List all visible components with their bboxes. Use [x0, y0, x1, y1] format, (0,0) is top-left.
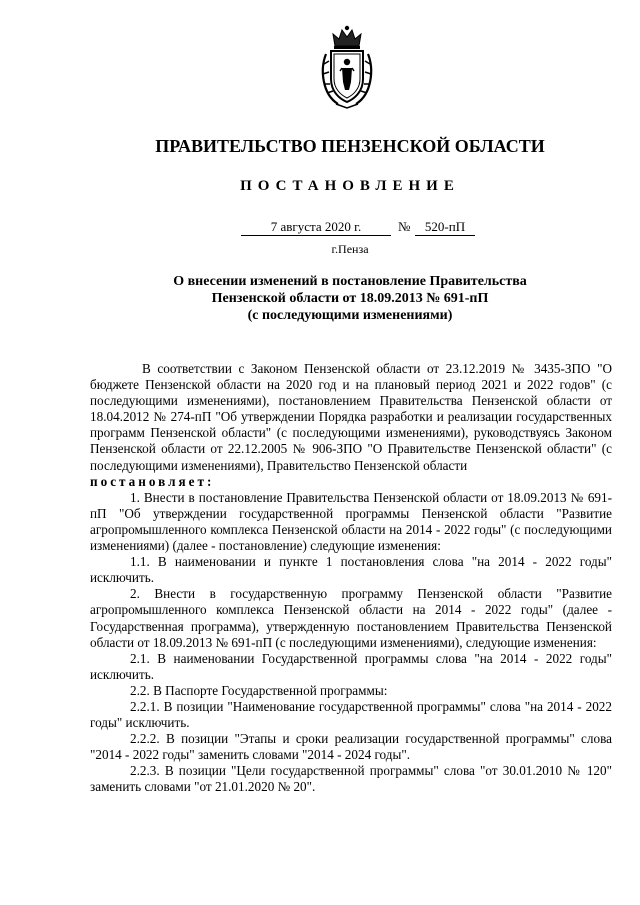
- paragraph-2-2: 2.2. В Паспорте Государственной программы:: [130, 682, 388, 698]
- heading-line: Пензенской области от 18.09.2013 № 691-пП: [211, 291, 489, 306]
- paragraph-2-2-1: 2.2.1. В позиции "Наименование государственной программы" слова "на 2014 - 2022 годы" исключить.: [90, 698, 612, 731]
- preamble-paragraph: В соответствии с Законом Пензенской области от 23.12.2019 № 3435-ЗПО "О бюджете Пензенской области на 2020 год и на плановый период 2021 и 2022 годов" (с последующими изменениями), постановлением Правительства Пензенской области от 18.04.2012 № 274-пП "Об утверждении Порядка разработки и реализации государственных программ Пензенской области" (с последующими изменениями), руководствуясь Законом Пензенской области от 22.12.2005 № 906-ЗПО "О Правительстве Пензенской области" (с последующими изменениями), Правительство Пензенской области: [90, 361, 612, 473]
- number-sign: №: [398, 219, 411, 234]
- paragraph-2: 2. Внести в государственную программу Пензенской области "Развитие агропромышленного комплекса Пензенской области на 2014 - 2022 годы" (далее - Государственная программа), утвержденную постановлением Правительства Пензенской области от 18.09.2013 № 691-пП (с последующими изменениями), следующие изменения:: [90, 586, 612, 650]
- paragraph-2-2-3: 2.2.3. В позиции "Цели государственной программы" слова "от 30.01.2010 № 120" заменить словами "от 21.01.2020 № 20".: [90, 763, 612, 795]
- heading-line: О внесении изменений в постановление Правительства: [173, 274, 527, 289]
- paragraph-1: 1. Внести в постановление Правительства Пензенской области от 18.09.2013 № 691-пП "Об утверждении государственной программы Пензенской области "Развитие агропромышленного комплекса Пензенской области на 2014 - 2022 годы" (с последующими изменениями) (далее - постановление) следующие изменения:: [90, 489, 612, 554]
- heading-line: (с последующими изменениями): [247, 308, 453, 323]
- document-heading: [0, 273, 640, 324]
- paragraph-2-1: 2.1. В наименовании Государственной программы слова "на 2014 - 2022 годы" исключить.: [90, 650, 612, 682]
- document-city: г.Пенза: [331, 242, 369, 256]
- organization-title: ПРАВИТЕЛЬСТВО ПЕНЗЕНСКОЙ ОБЛАСТИ: [155, 136, 545, 156]
- paragraph-1-1: 1.1. В наименовании и пункте 1 постановления слова "на 2014 - 2022 годы" исключить.: [90, 554, 612, 586]
- document-body: [90, 361, 612, 796]
- document-type: ПОСТАНОВЛЕНИЕ: [240, 178, 460, 194]
- document-date: 7 августа 2020 г.: [241, 219, 391, 236]
- coat-of-arms-icon: [318, 24, 376, 110]
- decree-word: постановляет:: [90, 473, 215, 489]
- paragraph-2-2-2: 2.2.2. В позиции "Этапы и сроки реализации государственной программы" слова "2014 - 2022 годы" заменить словами "2014 - 2024 годы".: [90, 731, 612, 763]
- document-number: 520-пП: [415, 219, 475, 236]
- date-number-row: [0, 219, 640, 239]
